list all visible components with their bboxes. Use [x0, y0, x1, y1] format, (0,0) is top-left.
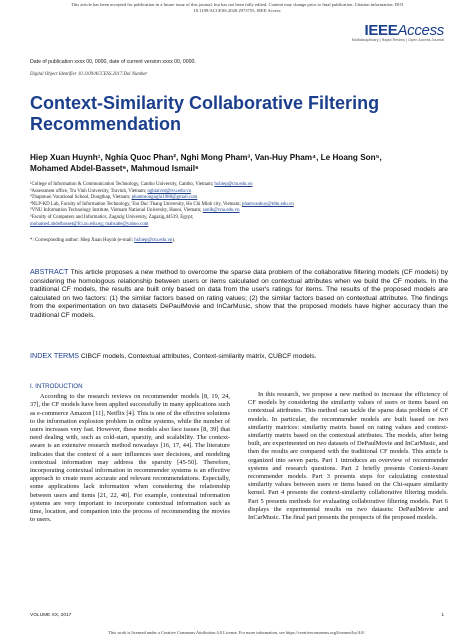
affiliation-item: ²Assessment office, Tra Vinh University, Travinh, Vietnam; nghiatvnt@tvu.edu.vn — [30, 188, 192, 194]
publication-dates: Date of publication xxxx 00, 0000, date of current version xxxx 00, 0000. — [30, 59, 196, 65]
affiliation-item: ⁶Faculty of Computers and Informatics, Zagazig University, Zagazig,44519, Egypt; — [30, 214, 194, 220]
affiliation-item: ¹College of Information & Communication Technology, Cantho University, Cantho, Vietnam; hxhiep@ctu.edu.vn — [30, 182, 253, 187]
email-link[interactable]: hxhiep@ctu.edu.vn — [214, 182, 253, 187]
abstract-body: This article proposes a new method to overcome the sparse data problem of the collaborative filtering models (CF models) by considering the homologous relationship between users or items calculated on contextual attributes when we build the CF models. In the traditional CF models, the results are built only based on data from the user's ratings for items. The results of the proposed models are calculated on two factors: (1) the similar factors based on rating values; (2) the similar factors based on contextual attributes. The findings from the experimentation on two datasets DePaulMovie and InCarMusic, show that the proposed models have higher accuracy than the traditional CF models. — [30, 269, 448, 319]
affiliation-item: ⁴NLP-KD Lab, Faculty of Information Technology, Ton Duc Thang University, Ho Chi Minh city, Vietnam; phamvanhuy@tdtu.edu.vn — [30, 201, 294, 207]
email-link[interactable]: sonlh@vnu.edu.vn — [202, 208, 240, 214]
affiliation-item: ⁵VNU Information Technology Institute, Vietnam National University, Hanoi, Vietnam; sonlh@vnu.edu.vn — [30, 208, 240, 214]
index-terms — [30, 352, 448, 362]
doi-line: Digital Object Identifier 10.1109/ACCESS.2017.Doi Number — [30, 72, 148, 77]
author-list: Hiep Xuan Huynh¹, Nghia Quoc Phan², Nghi Mong Pham³, Van-Huy Pham⁴, Le Hoang Son⁵, Mohamed Abdel-Basset⁶, Mahmoud Ismail⁶ — [30, 153, 382, 173]
index-terms-body: CIBCF models, Contextual attributes, Context-similarity matrix, CUBCF models. — [80, 353, 317, 360]
logo-ieee-text: IEEE — [364, 22, 398, 39]
section-heading-introduction: I. INTRODUCTION — [30, 383, 83, 390]
page-footer — [30, 613, 444, 618]
logo-access-text: Access — [397, 22, 444, 39]
index-terms-heading: INDEX TERMS — [30, 351, 79, 360]
volume-label: VOLUME XX, 2017 — [30, 613, 72, 618]
intro-paragraph-left: According to the research reviews on recommender models [8, 19, 24, 37], the CF models have been applied successfully in many applications such as e-commerce Amazon [11], Netflix [4]. This is one of the effective solutions to the information explosion problem in online systems, while the number of users increases very fast. However, these models also face issues [8, 39] that need dealing with, such as cold-start, sparsity, and scalability. The context-aware is an extensive research method nowadays [16, 17, 44]. The literature indicates that the context of a user influences user decisions, and modeling contextual information may address the sparsity [45-50]. Therefore, incorporating contextual information in recommender systems is an effective approach to create more accurate and relevant recommendations. Especially, some applications lack information when considering the relationship between users and items [21, 22, 40]. For example, contextual information systems are very important to incorporate contextual information such as time, location, and companion into the process of recommending the movies to users. — [30, 393, 230, 524]
abstract — [30, 268, 448, 321]
publication-notice: This article has been accepted for publication in a future issue of this journal, but has not been fully edited. Content may change prior to final publication. Citation information: DOI 10.1109/ACCESS.2020.2973755, IEEE Access — [71, 2, 403, 13]
page-number: 1 — [441, 613, 444, 618]
corresponding-author: *: Corresponding author: Hiep Xuan Huynh (e-mail: hxhiep@ctu.edu.vn). — [30, 238, 176, 243]
corresponding-email-link[interactable]: hxhiep@ctu.edu.vn — [134, 238, 173, 243]
email-link[interactable]: mohamed.abdelbasset@fci.zu.edu.eg; mahsabe@yahoo.com — [30, 221, 149, 227]
affiliation-item — [30, 222, 450, 229]
email-link[interactable]: nghiatvnt@tvu.edu.vn — [147, 188, 192, 194]
email-link[interactable]: phamvanhuy@tdtu.edu.vn — [242, 201, 294, 207]
abstract-heading: ABSTRACT — [30, 267, 69, 276]
right-column — [248, 383, 448, 522]
affiliation-item: ³Thapmuoi Vocational School, Dongthap, Vietnam; phammongnghi1988@gmail.com — [30, 195, 198, 201]
affiliations — [30, 182, 450, 228]
left-column — [30, 383, 230, 524]
paper-title: Context-Similarity Collaborative Filtering Recommendation — [30, 93, 380, 134]
license-notice: This work is licensed under a Creative Commons Attribution 4.0 License. For more information, see https://creativecommons.org/licenses/by/4.0/. — [108, 630, 366, 635]
email-link[interactable]: phammongnghi1988@gmail.com — [131, 195, 198, 201]
ieee-access-logo — [352, 22, 444, 42]
logo-tagline: Multidisciplinary | Rapid Review | Open Access Journal — [351, 38, 444, 42]
intro-paragraph-right: In this research, we propose a new method to increase the efficiency of CF models by considering the similarity values of users or items based on contextual attributes. This method can tackle the sparse data problem of CF models. In particular, the recommender models are built based on two similarity matrices: similarity matrix based on rating values and context-similarity matrix based on the contextual attributes. The models, after being built, are experimented on two datasets of DePaulMovie and InCarMusic, and then the results are compared with the traditional CF models. This article is organized into seven parts. Part 1 introduces an overview of recommender systems and research questions. Part 2 briefly presents Context-Aware recommender models. Part 3 presents steps for calculating contextual similarity values between users or items based on the Chi-square similarity kernel. Part 4 presents the context-similarity collaborative filtering models. Part 5 presents methods for evaluating collaborative filtering models. Part 6 displays the experimental results on two datasets: DePaulMovie and InCarMusic. The final part presents the prospects of the proposed models. — [248, 391, 448, 522]
